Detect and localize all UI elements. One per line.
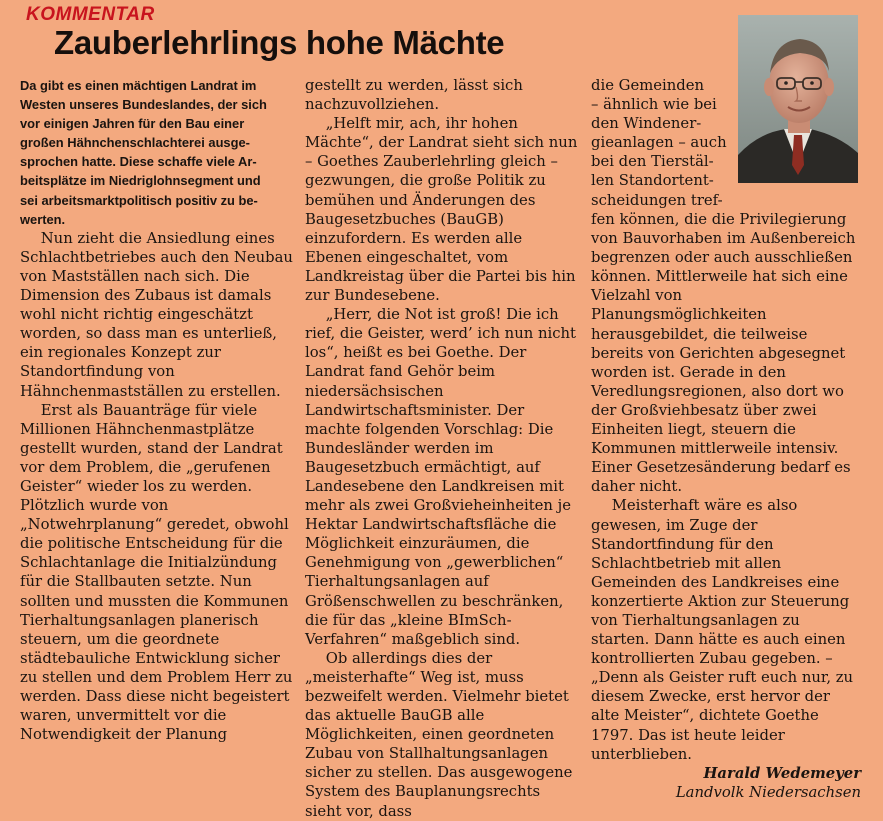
body-paragraph: Erst als Bauanträge für viele Millionen Hähnchenmastplätze gestellt wurden, stand der Landrat vor dem Problem, die „gerufenen Geister“ wieder los zu werden. Plötzlich wurde von „Notwehrplanung“ geredet, obwohl die politische Entscheidung für die Schlachtanlage die Initialzündung für die Stallbauten setzte. Nun sollten und mussten die Kommunen Tierhaltungsanlagen planerisch steuern, um die geordnete städtebauliche Entwicklung sicher zu stellen und dem Problem Herr zu werden. Dass diese nicht begeistert waren, unvermittelt vor die Notwendigkeit der Planung bbox=[20, 401, 293, 744]
body-paragraph: fen können, die die Privilegierung von Bauvorhaben im Außenbereich begrenzen oder auch ausschließen können. Mittlerweile hat sich eine Vielzahl von Planungsmöglichkeiten herausgebildet, die teilweise bereits von Gerichten abgesegnet worden ist. Gerade in den Veredlungsregionen, also dort wo der Großviehbesatz über zwei Einheiten liegt, steuern die Kommunen mittlerweile intensiv. Einer Gesetzesänderung bedarf es daher nicht. bbox=[591, 211, 856, 496]
text-line: den Windener- bbox=[591, 115, 702, 133]
lead-line: großen Hähnchenschlachterei ausge- bbox=[20, 135, 250, 151]
headline: Zauberlehrlings hohe Mächte bbox=[54, 24, 505, 61]
author-signature bbox=[591, 764, 861, 802]
author-name: Harald Wedemeyer bbox=[703, 764, 861, 782]
body-paragraph: Ob allerdings dies der „meisterhafte“ Weg ist, muss bezweifelt werden. Vielmehr bietet das aktuelle BauGB alle Möglichkeiten, einen geordneten Zubau von Stallhaltungsanlagen sicher zu stellen. Das ausgewogene System des Bauplanungsrechts sieht vor, dass bbox=[305, 649, 573, 820]
body-paragraph: gestellt zu werden, lässt sich nachzuvollziehen. bbox=[305, 77, 523, 114]
column-1 bbox=[20, 76, 298, 744]
lead-paragraph bbox=[20, 76, 298, 229]
author-organization: Landvolk Niedersachsen bbox=[675, 783, 861, 801]
lead-line: werten. bbox=[20, 211, 66, 227]
body-paragraph: Meisterhaft wäre es also gewesen, im Zuge der Standortfindung für den Schlachtbetrieb mit allen Gemeinden des Landkreises eine konzertierte Aktion zur Steuerung von Tierhaltungsanlagen zu starten. Dann hätte es auch einen kontrollierten Zubau gegeben. – „Denn als Geister ruft euch nur, zu diesem Zwecke, erst hervor der alte Meister“, dichtete Goethe 1797. Das ist heute leider unterblieben. bbox=[591, 497, 854, 763]
lead-line: Da gibt es einen mächtigen Landrat im bbox=[20, 78, 257, 93]
column-2 bbox=[305, 76, 581, 821]
column-3-top bbox=[591, 76, 733, 210]
lead-line: vor einigen Jahren für den Bau einer bbox=[20, 116, 245, 132]
lead-line: sei arbeitsmarktpolitisch positiv zu be- bbox=[20, 192, 258, 208]
text-line: gieanlagen – auch bbox=[591, 134, 727, 152]
text-line: die Gemeinden bbox=[591, 77, 705, 94]
body-paragraph: Nun zieht die Ansiedlung eines Schlachtbetriebes auch den Neubau von Mastställen nach sich. Die Dimension des Zubaus ist damals wohl nicht richtig eingeschätzt worden, so dass man es unterließ, ein regionales Konzept zur Standortfindung von Hähnchenmastställen zu erstellen. bbox=[20, 229, 293, 400]
lead-line: sprochen hatte. Diese schaffe viele Ar- bbox=[20, 154, 257, 170]
body-paragraph: „Herr, die Not ist groß! Die ich rief, die Geister, werd’ ich nun nicht los“, heißt es bei Goethe. Der Landrat fand Gehör beim niedersächsischen Landwirtschaftsminister. Der machte folgenden Vorschlag: Die Bundesländer werden im Baugesetzbuch ermächtigt, auf Landesebene den Landkreisen mit mehr als zwei Großvieheinheiten je Hektar Landwirtschaftsfläche die Möglichkeit einzuräumen, die Genehmigung von „gewerblichen“ Tierhaltungsanlagen auf Größenschwellen zu beschränken, die für das „kleine BImSch-Verfahren“ maßgeblich sind. bbox=[305, 306, 576, 648]
lead-line: beitsplätze im Niedriglohnsegment und bbox=[20, 173, 261, 189]
text-line: – ähnlich wie bei bbox=[591, 96, 717, 114]
text-line: len Standortent- bbox=[591, 172, 714, 190]
portrait-illustration bbox=[738, 15, 858, 183]
author-portrait-photo bbox=[738, 15, 858, 183]
text-line: bei den Tierstäl- bbox=[591, 153, 714, 171]
column-3-bottom bbox=[591, 210, 861, 802]
section-kicker: KOMMENTAR bbox=[26, 4, 155, 25]
body-paragraph: „Helft mir, ach, ihr hohen Mächte“, der Landrat sieht sich nun – Goethes Zauberlehrling gleich – gezwungen, die große Politik zu bemühen und Änderungen des Baugesetzbuches (BauGB) einzufordern. Es werden alle Ebenen eingeschaltet, vom Landkreistag über die Partei bis hin zur Bundesebene. bbox=[305, 115, 578, 305]
lead-line: Westen unseres Bundeslandes, der sich bbox=[20, 97, 267, 113]
text-line: scheidungen tref- bbox=[591, 191, 723, 209]
